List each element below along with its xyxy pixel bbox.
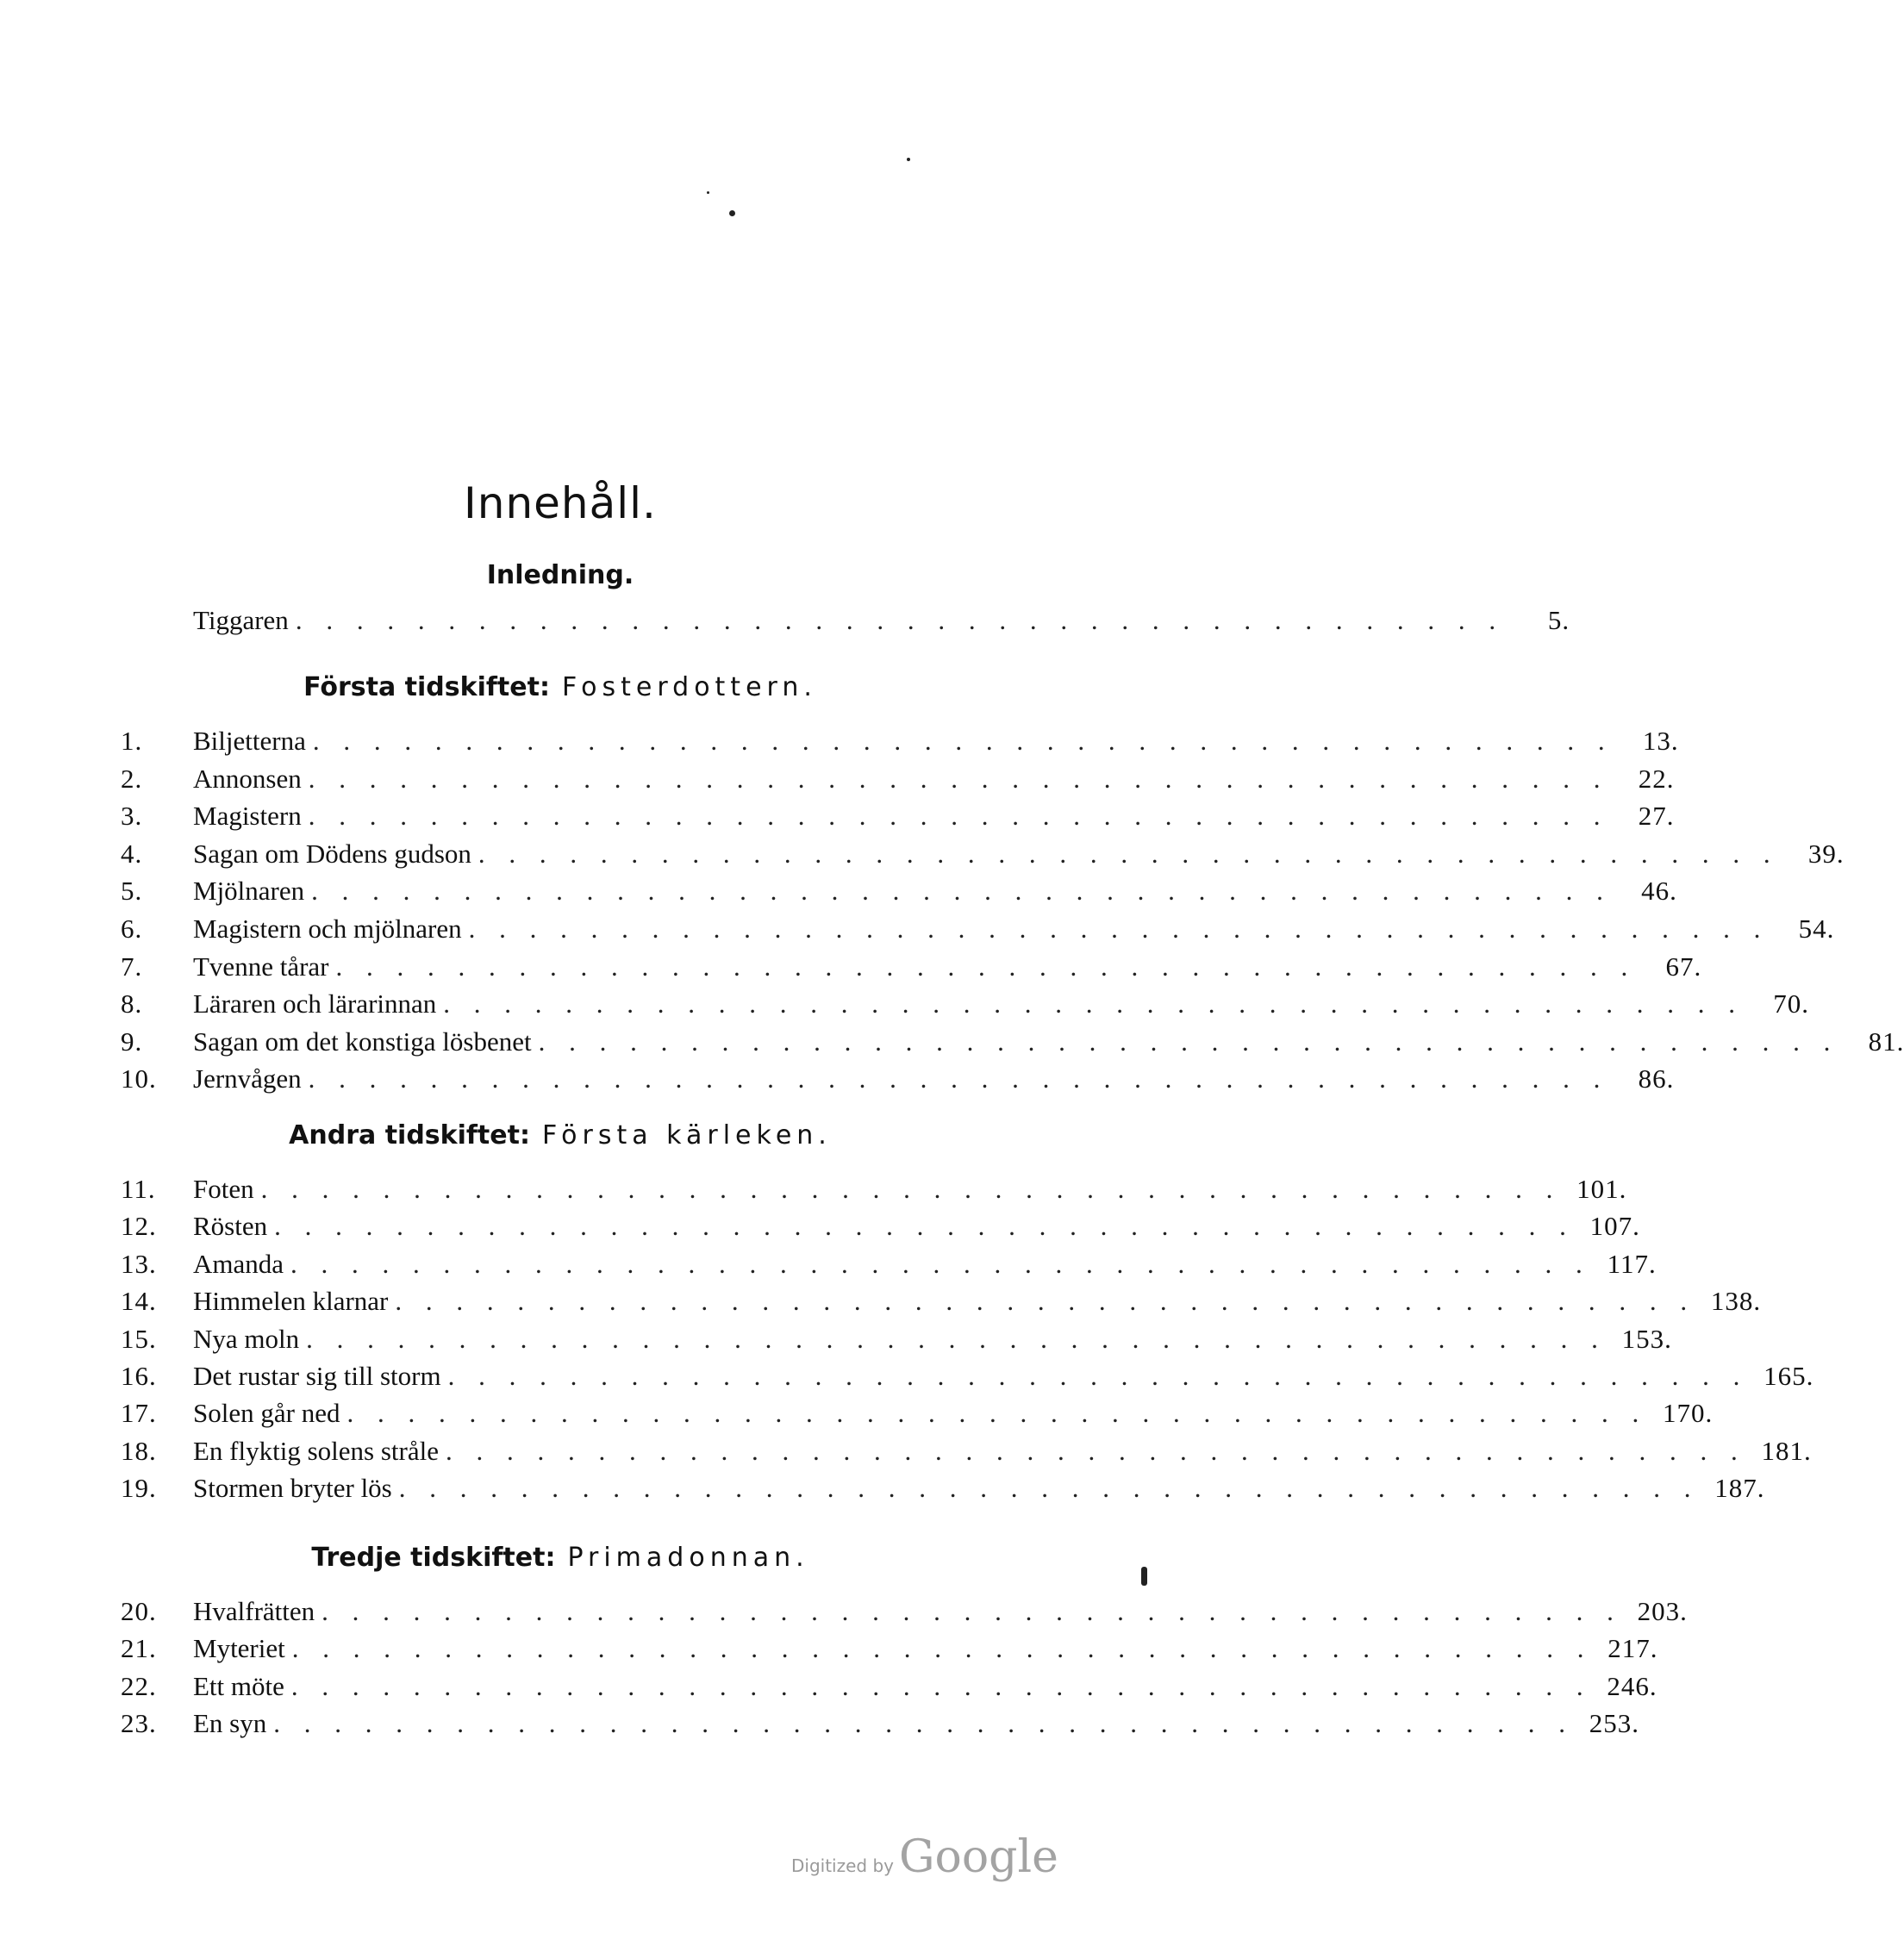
- toc-entry: [121, 762, 1675, 796]
- entry-number: 11.: [121, 1174, 156, 1204]
- scan-speck: [1141, 1567, 1147, 1586]
- section-heading-title: Första kärleken.: [541, 1120, 832, 1150]
- entry-number: 1.: [121, 726, 143, 756]
- entry-label: Stormen bryter lös: [193, 1473, 392, 1503]
- scan-speck: [729, 210, 735, 216]
- entry-page: 107.: [1589, 1211, 1640, 1241]
- entry-number: 5.: [121, 876, 143, 906]
- digitized-footer: [791, 1831, 1058, 1883]
- entry-label: En syn: [193, 1708, 267, 1738]
- dot-leader: . . . . . . . . . . . . . . . . . . . . . . . . . . . . . . . . . . . . . . . . . . .: [308, 801, 1609, 831]
- entry-page: 101.: [1576, 1174, 1627, 1204]
- entry-label: Himmelen klarnar: [193, 1286, 389, 1316]
- entry-page: 54.: [1798, 913, 1835, 944]
- dot-leader: . . . . . . . . . . . . . . . . . . . . . . . . . . . . . . . . . . . . . . . .: [295, 605, 1505, 635]
- section-heading: [0, 1543, 1121, 1573]
- entry-number: 8.: [121, 988, 143, 1019]
- entry-label: Nya moln: [193, 1324, 300, 1354]
- toc-entry: [121, 987, 1810, 1021]
- entry-page: 81.: [1868, 1026, 1904, 1057]
- entry-label: Amanda: [193, 1249, 284, 1279]
- google-logo: Google: [899, 1831, 1058, 1883]
- entry-page: 39.: [1807, 839, 1845, 869]
- entry-label: Sagan om Dödens gudson: [193, 839, 471, 869]
- entry-number: 23.: [121, 1708, 157, 1738]
- toc-entry: [121, 1062, 1675, 1096]
- section-heading-label: Tredje tidskiftet:: [311, 1543, 556, 1573]
- toc-entry: [121, 1706, 1639, 1741]
- toc-entry: [121, 874, 1677, 908]
- entry-label: Läraren och lärarinnan: [193, 988, 437, 1019]
- toc-entry: [121, 1322, 1672, 1356]
- entry-number: 9.: [121, 1026, 143, 1057]
- entry-page: 22.: [1638, 764, 1675, 794]
- entry-number: 20.: [121, 1596, 157, 1626]
- dot-leader: . . . . . . . . . . . . . . . . . . . . . . . . . . . . . . . . . . . . . . . . . . .: [312, 726, 1614, 756]
- toc-entry: [121, 1247, 1657, 1281]
- section-heading-title: Fosterdottern.: [561, 672, 817, 702]
- entry-label: Solen går ned: [193, 1398, 340, 1428]
- dot-leader: . . . . . . . . . . . . . . . . . . . . . . . . . . . . . . . . . . . . . . . . . . .: [308, 764, 1609, 794]
- entry-page: 5.: [1547, 605, 1570, 635]
- toc-entry: [121, 912, 1835, 946]
- section-heading: [0, 672, 1121, 702]
- entry-label: Mjölnaren: [193, 876, 305, 906]
- entry-number: 21.: [121, 1633, 157, 1663]
- entry-number: 4.: [121, 839, 143, 869]
- toc-entry-intro: [121, 603, 1570, 638]
- entry-page: 70.: [1773, 988, 1810, 1019]
- page-title: Innehåll.: [464, 478, 657, 528]
- dot-leader: . . . . . . . . . . . . . . . . . . . . . . . . . . . . . . . . . . . . . . . . . . .: [346, 1398, 1648, 1428]
- toc-entry: [121, 1284, 1762, 1319]
- toc-entry: [121, 837, 1845, 871]
- dot-leader: . . . . . . . . . . . . . . . . . . . . . . . . . . . . . . . . . . . . . . . . . . .: [306, 1324, 1607, 1354]
- toc-entry: [121, 1669, 1657, 1704]
- entry-label: Biljetterna: [193, 726, 306, 756]
- digitized-by-text: Digitized by: [791, 1855, 894, 1876]
- entry-page: 217.: [1607, 1633, 1658, 1663]
- entry-label: Magistern: [193, 801, 302, 831]
- entry-page: 203.: [1637, 1596, 1688, 1626]
- entry-number: 2.: [121, 764, 143, 794]
- toc-entry: [121, 1359, 1814, 1394]
- toc-entry: [121, 1471, 1765, 1506]
- entry-number: 16.: [121, 1361, 157, 1391]
- dot-leader: . . . . . . . . . . . . . . . . . . . . . . . . . . . . . . . . . . . . . . . . . . .: [468, 913, 1770, 944]
- section-heading-title: Primadonnan.: [567, 1543, 809, 1573]
- entry-page: 117.: [1607, 1249, 1657, 1279]
- toc-entry: [121, 1434, 1812, 1468]
- entry-label: Annonsen: [193, 764, 302, 794]
- entry-label: Jernvågen: [193, 1063, 302, 1094]
- section-heading-label: Första tidskiftet:: [303, 672, 550, 702]
- toc-entry: [121, 950, 1702, 984]
- entry-page: 170.: [1662, 1398, 1714, 1428]
- entry-number: 6.: [121, 913, 143, 944]
- scan-speck: [707, 191, 709, 194]
- dot-leader: . . . . . . . . . . . . . . . . . . . . . . . . . . . . . . . . . . . . . . . . . . .: [445, 1436, 1746, 1466]
- entry-number: 14.: [121, 1286, 157, 1316]
- entry-number: 12.: [121, 1211, 157, 1241]
- dot-leader: . . . . . . . . . . . . . . . . . . . . . . . . . . . . . . . . . . . . . . . . . . .: [395, 1286, 1696, 1316]
- entry-label: Magistern och mjölnaren: [193, 913, 462, 944]
- entry-number: 10.: [121, 1063, 157, 1094]
- toc-entry: [121, 1631, 1658, 1666]
- entry-label: Ett möte: [193, 1671, 284, 1701]
- dot-leader: . . . . . . . . . . . . . . . . . . . . . . . . . . . . . . . . . . . . . . . . . . .: [308, 1063, 1609, 1094]
- entry-page: 13.: [1642, 726, 1679, 756]
- entry-number: 15.: [121, 1324, 157, 1354]
- entry-label: Sagan om det konstiga lösbenet: [193, 1026, 532, 1057]
- dot-leader: . . . . . . . . . . . . . . . . . . . . . . . . . . . . . . . . . . . . . . . . . . .: [443, 988, 1745, 1019]
- toc-entry: [121, 1594, 1688, 1629]
- dot-leader: . . . . . . . . . . . . . . . . . . . . . . . . . . . . . . . . . . . . . . . . . . .: [398, 1473, 1700, 1503]
- entry-page: 246.: [1607, 1671, 1657, 1701]
- dot-leader: . . . . . . . . . . . . . . . . . . . . . . . . . . . . . . . . . . . . . . . . . . .: [311, 876, 1612, 906]
- entry-number: 7.: [121, 951, 143, 982]
- dot-leader: . . . . . . . . . . . . . . . . . . . . . . . . . . . . . . . . . . . . . . . . . . .: [273, 1708, 1574, 1738]
- toc-entry: [121, 799, 1675, 833]
- entry-label: Myteriet: [193, 1633, 285, 1663]
- entry-number: 17.: [121, 1398, 157, 1428]
- section-heading: [0, 1120, 1121, 1150]
- entry-number: 19.: [121, 1473, 157, 1503]
- entry-page: 187.: [1714, 1473, 1765, 1503]
- entry-page: 153.: [1621, 1324, 1672, 1354]
- entry-page: 27.: [1638, 801, 1675, 831]
- dot-leader: . . . . . . . . . . . . . . . . . . . . . . . . . . . . . . . . . . . . . . . . . . .: [290, 1671, 1592, 1701]
- dot-leader: . . . . . . . . . . . . . . . . . . . . . . . . . . . . . . . . . . . . . . . . . . .: [274, 1211, 1575, 1241]
- toc-entry: [121, 1209, 1640, 1244]
- scan-speck: [907, 158, 910, 161]
- entry-number: 3.: [121, 801, 143, 831]
- dot-leader: . . . . . . . . . . . . . . . . . . . . . . . . . . . . . . . . . . . . . . . . . . .: [538, 1026, 1839, 1057]
- entry-label: Hvalfrätten: [193, 1596, 315, 1626]
- dot-leader: . . . . . . . . . . . . . . . . . . . . . . . . . . . . . . . . . . . . . . . . . . .: [335, 951, 1637, 982]
- entry-label: Det rustar sig till storm: [193, 1361, 441, 1391]
- entry-page: 67.: [1665, 951, 1702, 982]
- dot-leader: . . . . . . . . . . . . . . . . . . . . . . . . . . . . . . . . . . . . . . . . . . .: [260, 1174, 1562, 1204]
- section-heading-label: Andra tidskiftet:: [289, 1120, 530, 1150]
- entry-page: 138.: [1710, 1286, 1762, 1316]
- toc-entry: [121, 724, 1679, 758]
- dot-leader: . . . . . . . . . . . . . . . . . . . . . . . . . . . . . . . . . . . . . . . . . . .: [447, 1361, 1749, 1391]
- dot-leader: . . . . . . . . . . . . . . . . . . . . . . . . . . . . . . . . . . . . . . . . . . .: [478, 839, 1779, 869]
- entry-number: 18.: [121, 1436, 157, 1466]
- dot-leader: . . . . . . . . . . . . . . . . . . . . . . . . . . . . . . . . . . . . . . . . . . .: [321, 1596, 1622, 1626]
- entry-page: 253.: [1589, 1708, 1639, 1738]
- toc-entry: [121, 1025, 1904, 1059]
- entry-label: En flyktig solens stråle: [193, 1436, 439, 1466]
- dot-leader: . . . . . . . . . . . . . . . . . . . . . . . . . . . . . . . . . . . . . . . . . . .: [291, 1633, 1593, 1663]
- entry-number: 13.: [121, 1249, 157, 1279]
- entry-page: 86.: [1638, 1063, 1675, 1094]
- toc-entry: [121, 1172, 1627, 1207]
- entry-label: Tiggaren: [193, 605, 289, 635]
- entry-number: 22.: [121, 1671, 157, 1701]
- entry-page: 181.: [1761, 1436, 1812, 1466]
- entry-label: Foten: [193, 1174, 254, 1204]
- entry-page: 46.: [1641, 876, 1677, 906]
- entry-page: 165.: [1764, 1361, 1814, 1391]
- entry-label: Tvenne tårar: [193, 951, 329, 982]
- toc-entry: [121, 1396, 1714, 1431]
- entry-label: Rösten: [193, 1211, 268, 1241]
- intro-heading: Inledning.: [486, 560, 634, 590]
- dot-leader: . . . . . . . . . . . . . . . . . . . . . . . . . . . . . . . . . . . . . . . . . . .: [290, 1249, 1591, 1279]
